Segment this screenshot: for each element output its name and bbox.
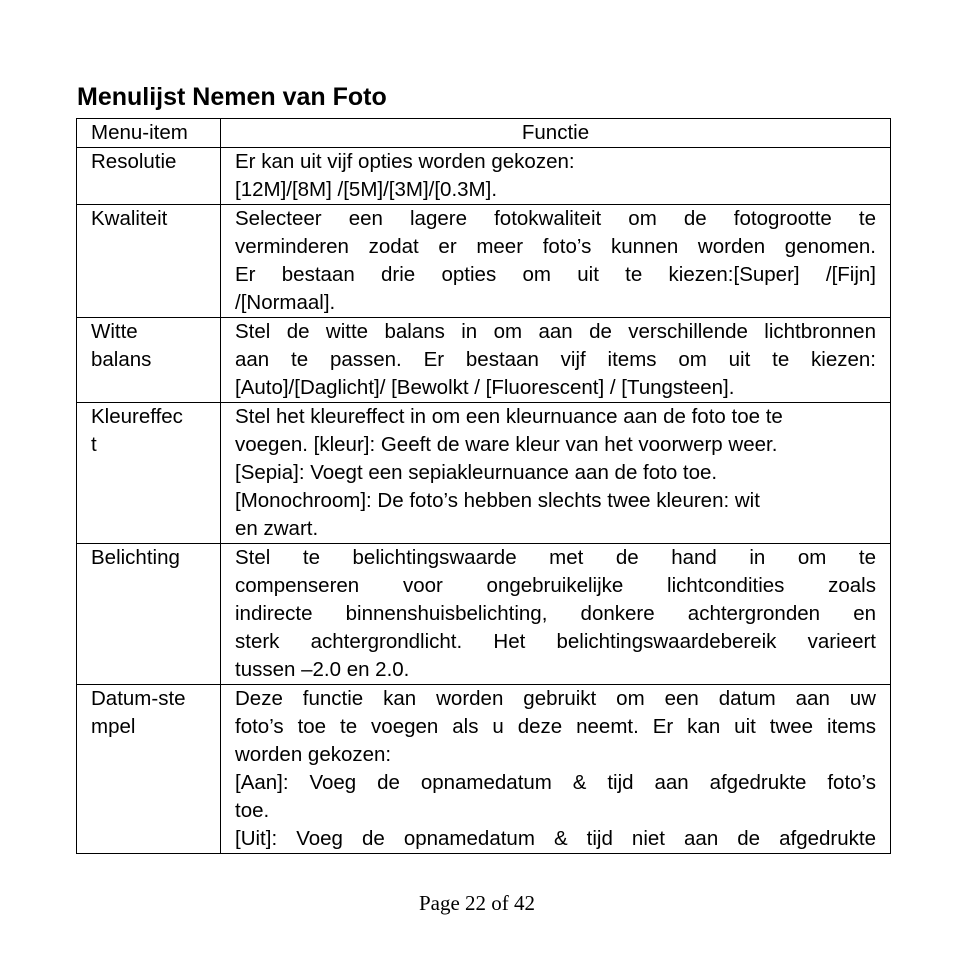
table-header-row xyxy=(77,119,891,148)
function-description-line: Stel het kleureffect in om een kleurnuance aan de foto toe te xyxy=(235,405,783,428)
page-number: Page 22 of 42 xyxy=(418,891,536,915)
menu-item-label: balans xyxy=(91,348,152,371)
table-row xyxy=(77,544,891,685)
menu-item-label: Witte xyxy=(91,320,138,343)
function-description-cell xyxy=(221,148,891,205)
function-description-line: en zwart. xyxy=(235,517,319,540)
menu-item-label: Datum-ste xyxy=(91,687,186,710)
function-description-cell xyxy=(221,403,891,544)
menu-item-cell xyxy=(77,148,221,205)
table-row xyxy=(77,205,891,318)
function-description-line: Selecteer een lagere fotokwaliteit om de fotogrootte te xyxy=(235,207,876,230)
table-row xyxy=(77,318,891,403)
menu-item-cell xyxy=(77,318,221,403)
menu-item-label: Belichting xyxy=(91,546,180,569)
menu-item-label: mpel xyxy=(91,715,136,738)
function-description-line: sterk achtergrondlicht. Het belichtingswaardebereik varieert xyxy=(235,630,876,653)
menu-item-cell xyxy=(77,685,221,854)
function-description-line: [Sepia]: Voegt een sepiakleurnuance aan de foto toe. xyxy=(235,461,718,484)
function-description-line: Stel te belichtingswaarde met de hand in om te xyxy=(235,546,876,569)
function-description-cell xyxy=(221,205,891,318)
function-description-line: compenseren voor ongebruikelijke lichtcondities zoals xyxy=(235,574,876,597)
function-description-line: Er kan uit vijf opties worden gekozen: xyxy=(235,150,575,173)
function-description-line: voegen. [kleur]: Geeft de ware kleur van het voorwerp weer. xyxy=(235,433,778,456)
function-description-cell xyxy=(221,685,891,854)
function-description-line: worden gekozen: xyxy=(235,743,392,766)
function-description-line: [12M]/[8M] /[5M]/[3M]/[0.3M]. xyxy=(235,178,498,201)
menu-item-cell xyxy=(77,544,221,685)
menu-item-cell xyxy=(77,205,221,318)
table-row xyxy=(77,148,891,205)
menu-item-label: Resolutie xyxy=(91,150,177,173)
function-description-line: [Auto]/[Daglicht]/ [Bewolkt / [Fluorescent] / [Tungsteen]. xyxy=(235,376,735,399)
menu-item-label: Kleureffec xyxy=(91,405,183,428)
function-description-cell xyxy=(221,318,891,403)
column-header-menu-item: Menu-item xyxy=(77,119,221,148)
function-description-line: Er bestaan drie opties om uit te kiezen:[Super] /[Fijn] xyxy=(235,263,876,286)
table-row xyxy=(77,685,891,854)
menu-item-label: t xyxy=(91,433,97,456)
function-description-line: foto’s toe te voegen als u deze neemt. Er kan uit twee items xyxy=(235,715,876,738)
function-description-cell xyxy=(221,544,891,685)
column-header-functie: Functie xyxy=(221,119,891,148)
function-description-line: [Uit]: Voeg de opnamedatum & tijd niet aan de afgedrukte xyxy=(235,827,876,850)
function-description-line: [Aan]: Voeg de opnamedatum & tijd aan afgedrukte foto’s xyxy=(235,771,876,794)
function-description-line: indirecte binnenshuisbelichting, donkere achtergronden en xyxy=(235,602,876,625)
function-description-line: tussen –2.0 en 2.0. xyxy=(235,658,410,681)
menu-item-label: Kwaliteit xyxy=(91,207,168,230)
function-description-line: Stel de witte balans in om aan de verschillende lichtbronnen xyxy=(235,320,876,343)
function-description-line: /[Normaal]. xyxy=(235,291,336,314)
function-description-line: toe. xyxy=(235,799,270,822)
function-description-line: verminderen zodat er meer foto’s kunnen worden genomen. xyxy=(235,235,876,258)
function-description-line: Deze functie kan worden gebruikt om een datum aan uw xyxy=(235,687,876,710)
menu-item-cell xyxy=(77,403,221,544)
table-body xyxy=(77,148,891,854)
function-description-line: aan te passen. Er bestaan vijf items om uit te kiezen: xyxy=(235,348,876,371)
page-title: Menulijst Nemen van Foto xyxy=(77,83,387,111)
function-description-line: [Monochroom]: De foto’s hebben slechts twee kleuren: wit xyxy=(235,489,760,512)
menu-table xyxy=(76,118,891,854)
table-row xyxy=(77,403,891,544)
